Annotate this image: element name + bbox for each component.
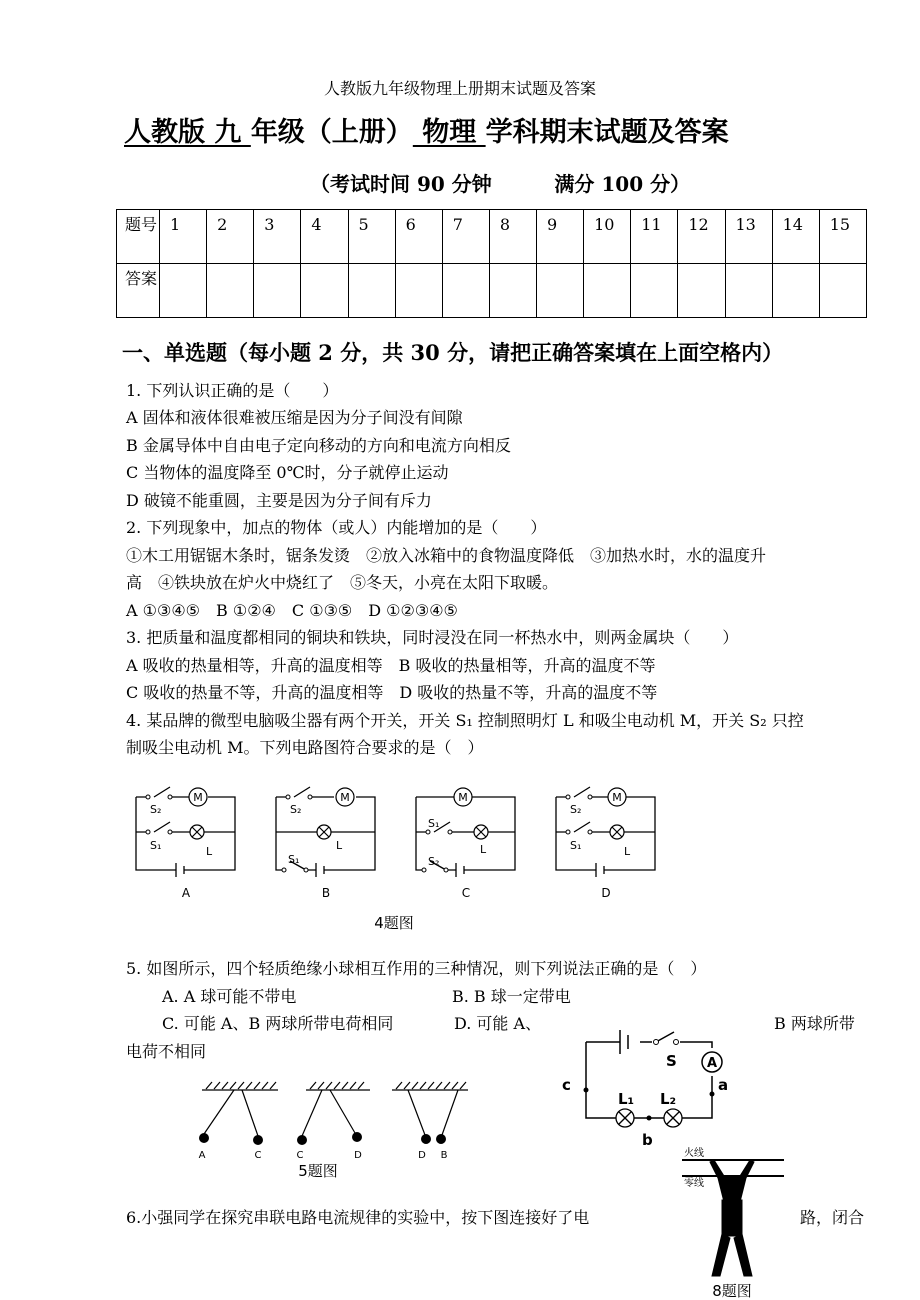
qnum-cell: 4 [301, 210, 348, 264]
q4-line-1: 4. 某品牌的微型电脑吸尘器有两个开关，开关 S₁ 控制照明灯 L 和吸尘电动机 M，开关 S₂ 只控 [126, 711, 804, 730]
q2-options: A ①③④⑤ B ①②④ C ①③⑤ D ①②③④⑤ [126, 601, 458, 620]
answer-cell[interactable] [348, 264, 395, 318]
svg-text:S₂: S₂ [570, 803, 582, 816]
ball-label: C [296, 1150, 304, 1161]
answer-cell[interactable] [725, 264, 772, 318]
q2-stem: 2. 下列现象中，加点的物体（或人）内能增加的是（ ） [126, 518, 547, 537]
answer-cell[interactable] [301, 264, 348, 318]
svg-text:S₂: S₂ [428, 855, 440, 868]
answer-cell[interactable] [678, 264, 725, 318]
svg-text:S₂: S₂ [150, 803, 162, 816]
l1-label: L₁ [618, 1090, 635, 1108]
row-label-answer: 答案 [117, 264, 160, 318]
qnum-cell: 2 [207, 210, 254, 264]
exam-subtitle: （考试时间 90 分钟 满分 100 分） [310, 172, 691, 196]
q1-option-c: C 当物体的温度降至 0℃时，分子就停止运动 [126, 463, 449, 482]
q5-stem: 5. 如图所示，四个轻质绝缘小球相互作用的三种情况，则下列说法正确的是（ ） [126, 959, 707, 978]
circuit-label-d: D [601, 886, 611, 900]
q2-line-2: 高 ④铁块放在炉火中烧红了 ⑤冬天，小亮在太阳下取暖。 [126, 573, 559, 592]
title-part-3: 年级（上册） [250, 117, 413, 148]
svg-text:S₁: S₁ [570, 839, 582, 852]
answer-cell[interactable] [631, 264, 678, 318]
svg-text:L: L [480, 843, 487, 856]
answer-row [117, 264, 867, 318]
title-part-2: 九 [205, 117, 251, 148]
l2-label: L₂ [660, 1090, 677, 1108]
ball-label: B [440, 1150, 448, 1161]
ball-label: A [198, 1150, 206, 1161]
q6-circuit-figure [556, 1018, 740, 1150]
point-b-label: b [642, 1131, 653, 1149]
svg-text:L: L [624, 845, 631, 858]
qnum-cell: 7 [442, 210, 489, 264]
svg-text:L: L [206, 845, 213, 858]
answer-cell[interactable] [207, 264, 254, 318]
q5-option-d-start: D. 可能 A、 [454, 1014, 542, 1033]
q5-option-a: A. A 球可能不带电 [162, 987, 297, 1006]
point-c-label: c [562, 1076, 571, 1094]
q1-stem: 1. 下列认识正确的是（ ） [126, 381, 339, 400]
point-a-label: a [718, 1076, 729, 1094]
title-part-1: 人教版 [124, 117, 205, 148]
svg-text:S₁: S₁ [150, 839, 162, 852]
q5-figure-caption: 5题图 [298, 1162, 338, 1180]
q4-figure-caption: 4题图 [374, 914, 414, 932]
q1-option-d: D 破镜不能重圆，主要是因为分子间有斥力 [126, 491, 432, 510]
svg-text:S₂: S₂ [290, 803, 302, 816]
section-title: 一、单选题（每小题 2 分，共 30 分，请把正确答案填在上面空格内） [122, 340, 784, 365]
switch-label: S [666, 1052, 677, 1070]
circuit-label-b: B [321, 886, 331, 900]
exam-title [124, 110, 729, 149]
q4-line-2: 制吸尘电动机 M。下列电路图符合要求的是（ ） [126, 738, 484, 757]
live-wire-label: 火线 [684, 1148, 704, 1159]
q8-figure-caption: 8题图 [712, 1282, 752, 1300]
qnum-cell: 3 [254, 210, 301, 264]
qnum-cell: 14 [772, 210, 819, 264]
q1-option-a: A 固体和液体很难被压缩是因为分子间没有间隙 [126, 408, 463, 427]
qnum-cell: 10 [584, 210, 631, 264]
q5-balls-figure [190, 1078, 480, 1183]
q8-person-figure [676, 1138, 790, 1300]
circuit-label-a: A [181, 886, 191, 900]
q5-option-d-cont: 电荷不相同 [126, 1042, 207, 1061]
svg-text:S₁: S₁ [288, 853, 300, 866]
answer-cell[interactable] [819, 264, 866, 318]
answer-table [116, 209, 867, 318]
qnum-cell: 6 [395, 210, 442, 264]
qnum-cell: 9 [537, 210, 584, 264]
title-part-5: 学科期末试题及答案 [485, 117, 729, 148]
q5-option-d-end: B 两球所带 [774, 1014, 855, 1033]
qnum-cell: 1 [160, 210, 207, 264]
row-label-number: 题号 [117, 210, 160, 264]
q3-options-ab: A 吸收的热量相等，升高的温度相等 B 吸收的热量相等，升高的温度不等 [126, 656, 656, 675]
answer-cell[interactable] [395, 264, 442, 318]
q3-options-cd: C 吸收的热量不等，升高的温度相等 D 吸收的热量不等，升高的温度不等 [126, 683, 658, 702]
question-number-row [117, 210, 867, 264]
circuit-label-c: C [461, 886, 471, 900]
svg-text:L: L [336, 839, 343, 852]
q2-line-1: ①木工用锯锯木条时，锯条发烫 ②放入冰箱中的食物温度降低 ③加热水时，水的温度升 [126, 546, 767, 565]
qnum-cell: 12 [678, 210, 725, 264]
answer-cell[interactable] [489, 264, 536, 318]
qnum-cell: 5 [348, 210, 395, 264]
q4-circuit-figure: M S₂S₁ L S₂LS₁ S₁LS₂ S₂S₁ L A B C D 4题图 [118, 775, 678, 940]
svg-text:S₁: S₁ [428, 817, 440, 830]
answer-cell[interactable] [254, 264, 301, 318]
answer-cell[interactable] [160, 264, 207, 318]
title-part-4: 物理 [412, 117, 486, 148]
qnum-cell: 15 [819, 210, 866, 264]
q1-option-b: B 金属导体中自由电子定向移动的方向和电流方向相反 [126, 436, 511, 455]
qnum-cell: 13 [725, 210, 772, 264]
qnum-cell: 11 [631, 210, 678, 264]
ball-label: D [354, 1150, 362, 1161]
q3-stem: 3. 把质量和温度都相同的铜块和铁块，同时浸没在同一杯热水中，则两金属块（ ） [126, 628, 739, 647]
q5-option-b: B. B 球一定带电 [452, 987, 571, 1006]
neutral-wire-label: 零线 [684, 1178, 704, 1189]
qnum-cell: 8 [489, 210, 536, 264]
answer-cell[interactable] [772, 264, 819, 318]
answer-cell[interactable] [584, 264, 631, 318]
q5-option-c: C. 可能 A、B 两球所带电荷相同 [162, 1014, 394, 1033]
ammeter-label: A [706, 1056, 718, 1071]
answer-cell[interactable] [537, 264, 584, 318]
ball-label: C [254, 1150, 262, 1161]
answer-cell[interactable] [442, 264, 489, 318]
page-header: 人教版九年级物理上册期末试题及答案 [323, 79, 596, 98]
q6-line-end: 路，闭合 [800, 1208, 865, 1227]
ball-label: D [418, 1150, 426, 1161]
q6-line-start: 6.小强同学在探究串联电路电流规律的实验中，按下图连接好了电 [126, 1208, 590, 1227]
